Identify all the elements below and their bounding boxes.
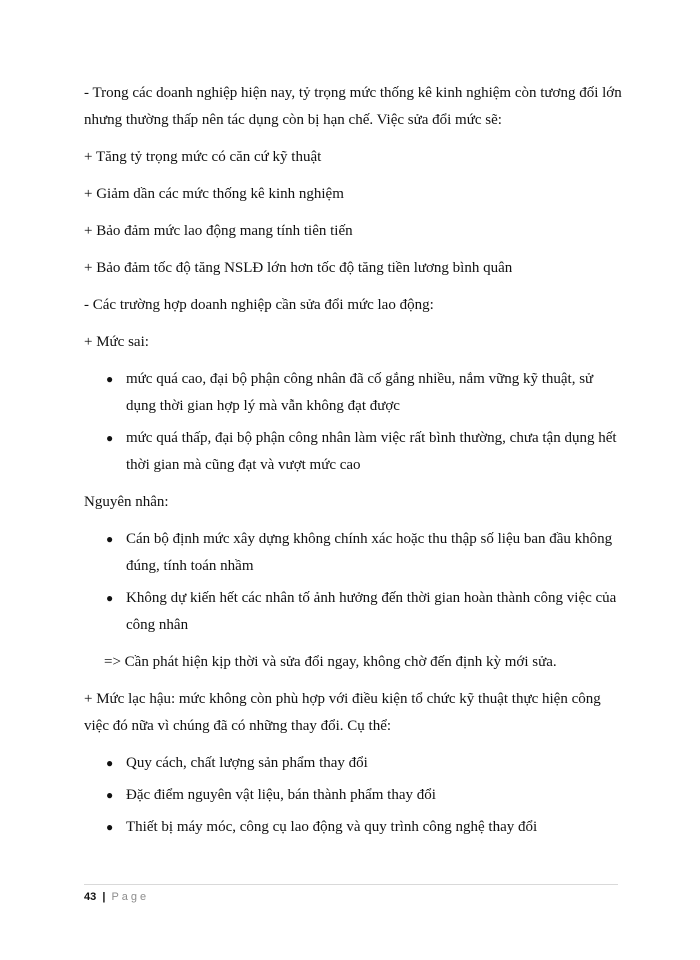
list-item: [84, 526, 624, 580]
bullet-icon: ●: [106, 591, 114, 605]
bullet-icon: ●: [106, 756, 114, 770]
bullet-icon: ●: [106, 532, 114, 546]
page-number: 43: [84, 891, 97, 903]
bullet-icon: ●: [106, 820, 114, 834]
list-item: [84, 425, 624, 479]
bullet-icon: ●: [106, 372, 114, 386]
list-item-text: Quy cách, chất lượng sản phẩm thay đổi: [126, 755, 368, 771]
outdated-paragraph: + Mức lạc hậu: mức không còn phù hợp với điều kiện tổ chức kỹ thuật thực hiện công việc đó nữa vì chúng đã có những thay đổi. Cụ thể:: [84, 691, 601, 734]
page-footer: [84, 884, 618, 903]
document-body: [84, 80, 624, 851]
cases-heading: - Các trường hợp doanh nghiệp cần sửa đổi mức lao động:: [84, 297, 434, 313]
list-item: [84, 585, 624, 639]
list-item-text: Thiết bị máy móc, công cụ lao động và quy trình công nghệ thay đổi: [126, 819, 538, 835]
footer-separator: |: [102, 891, 106, 903]
list-item-text: Không dự kiến hết các nhân tố ảnh hưởng đến thời gian hoàn thành công việc của công nhân: [126, 590, 617, 633]
wrong-heading: + Mức sai:: [84, 334, 149, 350]
plus-item: + Bảo đảm mức lao động mang tính tiên tiến: [84, 223, 353, 239]
bullet-icon: ●: [106, 431, 114, 445]
list-item: [84, 814, 624, 841]
conclusion-line: => Cần phát hiện kịp thời và sửa đổi ngay, không chờ đến định kỳ mới sửa.: [104, 654, 557, 670]
list-item: [84, 750, 624, 777]
cause-bullet-list: [84, 526, 624, 639]
page-label: Page: [111, 891, 150, 903]
list-item-text: mức quá cao, đại bộ phận công nhân đã cố gắng nhiều, nắm vững kỹ thuật, sử dụng thời gian hợp lý mà vẫn không đạt được: [126, 371, 594, 414]
intro-paragraph: - Trong các doanh nghiệp hiện nay, tỷ trọng mức thống kê kinh nghiệm còn tương đối lớn nhưng thường thấp nên tác dụng còn bị hạn chế. Việc sửa đổi mức sẽ:: [84, 85, 622, 128]
bullet-icon: ●: [106, 788, 114, 802]
wrong-bullet-list: [84, 366, 624, 479]
outdated-bullet-list: [84, 750, 624, 841]
list-item-text: Đặc điểm nguyên vật liệu, bán thành phẩm thay đổi: [126, 787, 436, 803]
list-item: [84, 782, 624, 809]
list-item-text: Cán bộ định mức xây dựng không chính xác hoặc thu thập số liệu ban đầu không đúng, tính toán nhầm: [126, 531, 613, 574]
plus-item: + Bảo đảm tốc độ tăng NSLĐ lớn hơn tốc độ tăng tiền lương bình quân: [84, 260, 513, 276]
plus-item: + Tăng tỷ trọng mức có căn cứ kỹ thuật: [84, 149, 322, 165]
list-item-text: mức quá thấp, đại bộ phận công nhân làm việc rất bình thường, chưa tận dụng hết thời gian mà cũng đạt và vượt mức cao: [126, 430, 617, 473]
plus-item: + Giảm dần các mức thống kê kinh nghiệm: [84, 186, 344, 202]
cause-heading: Nguyên nhân:: [84, 494, 169, 510]
list-item: [84, 366, 624, 420]
